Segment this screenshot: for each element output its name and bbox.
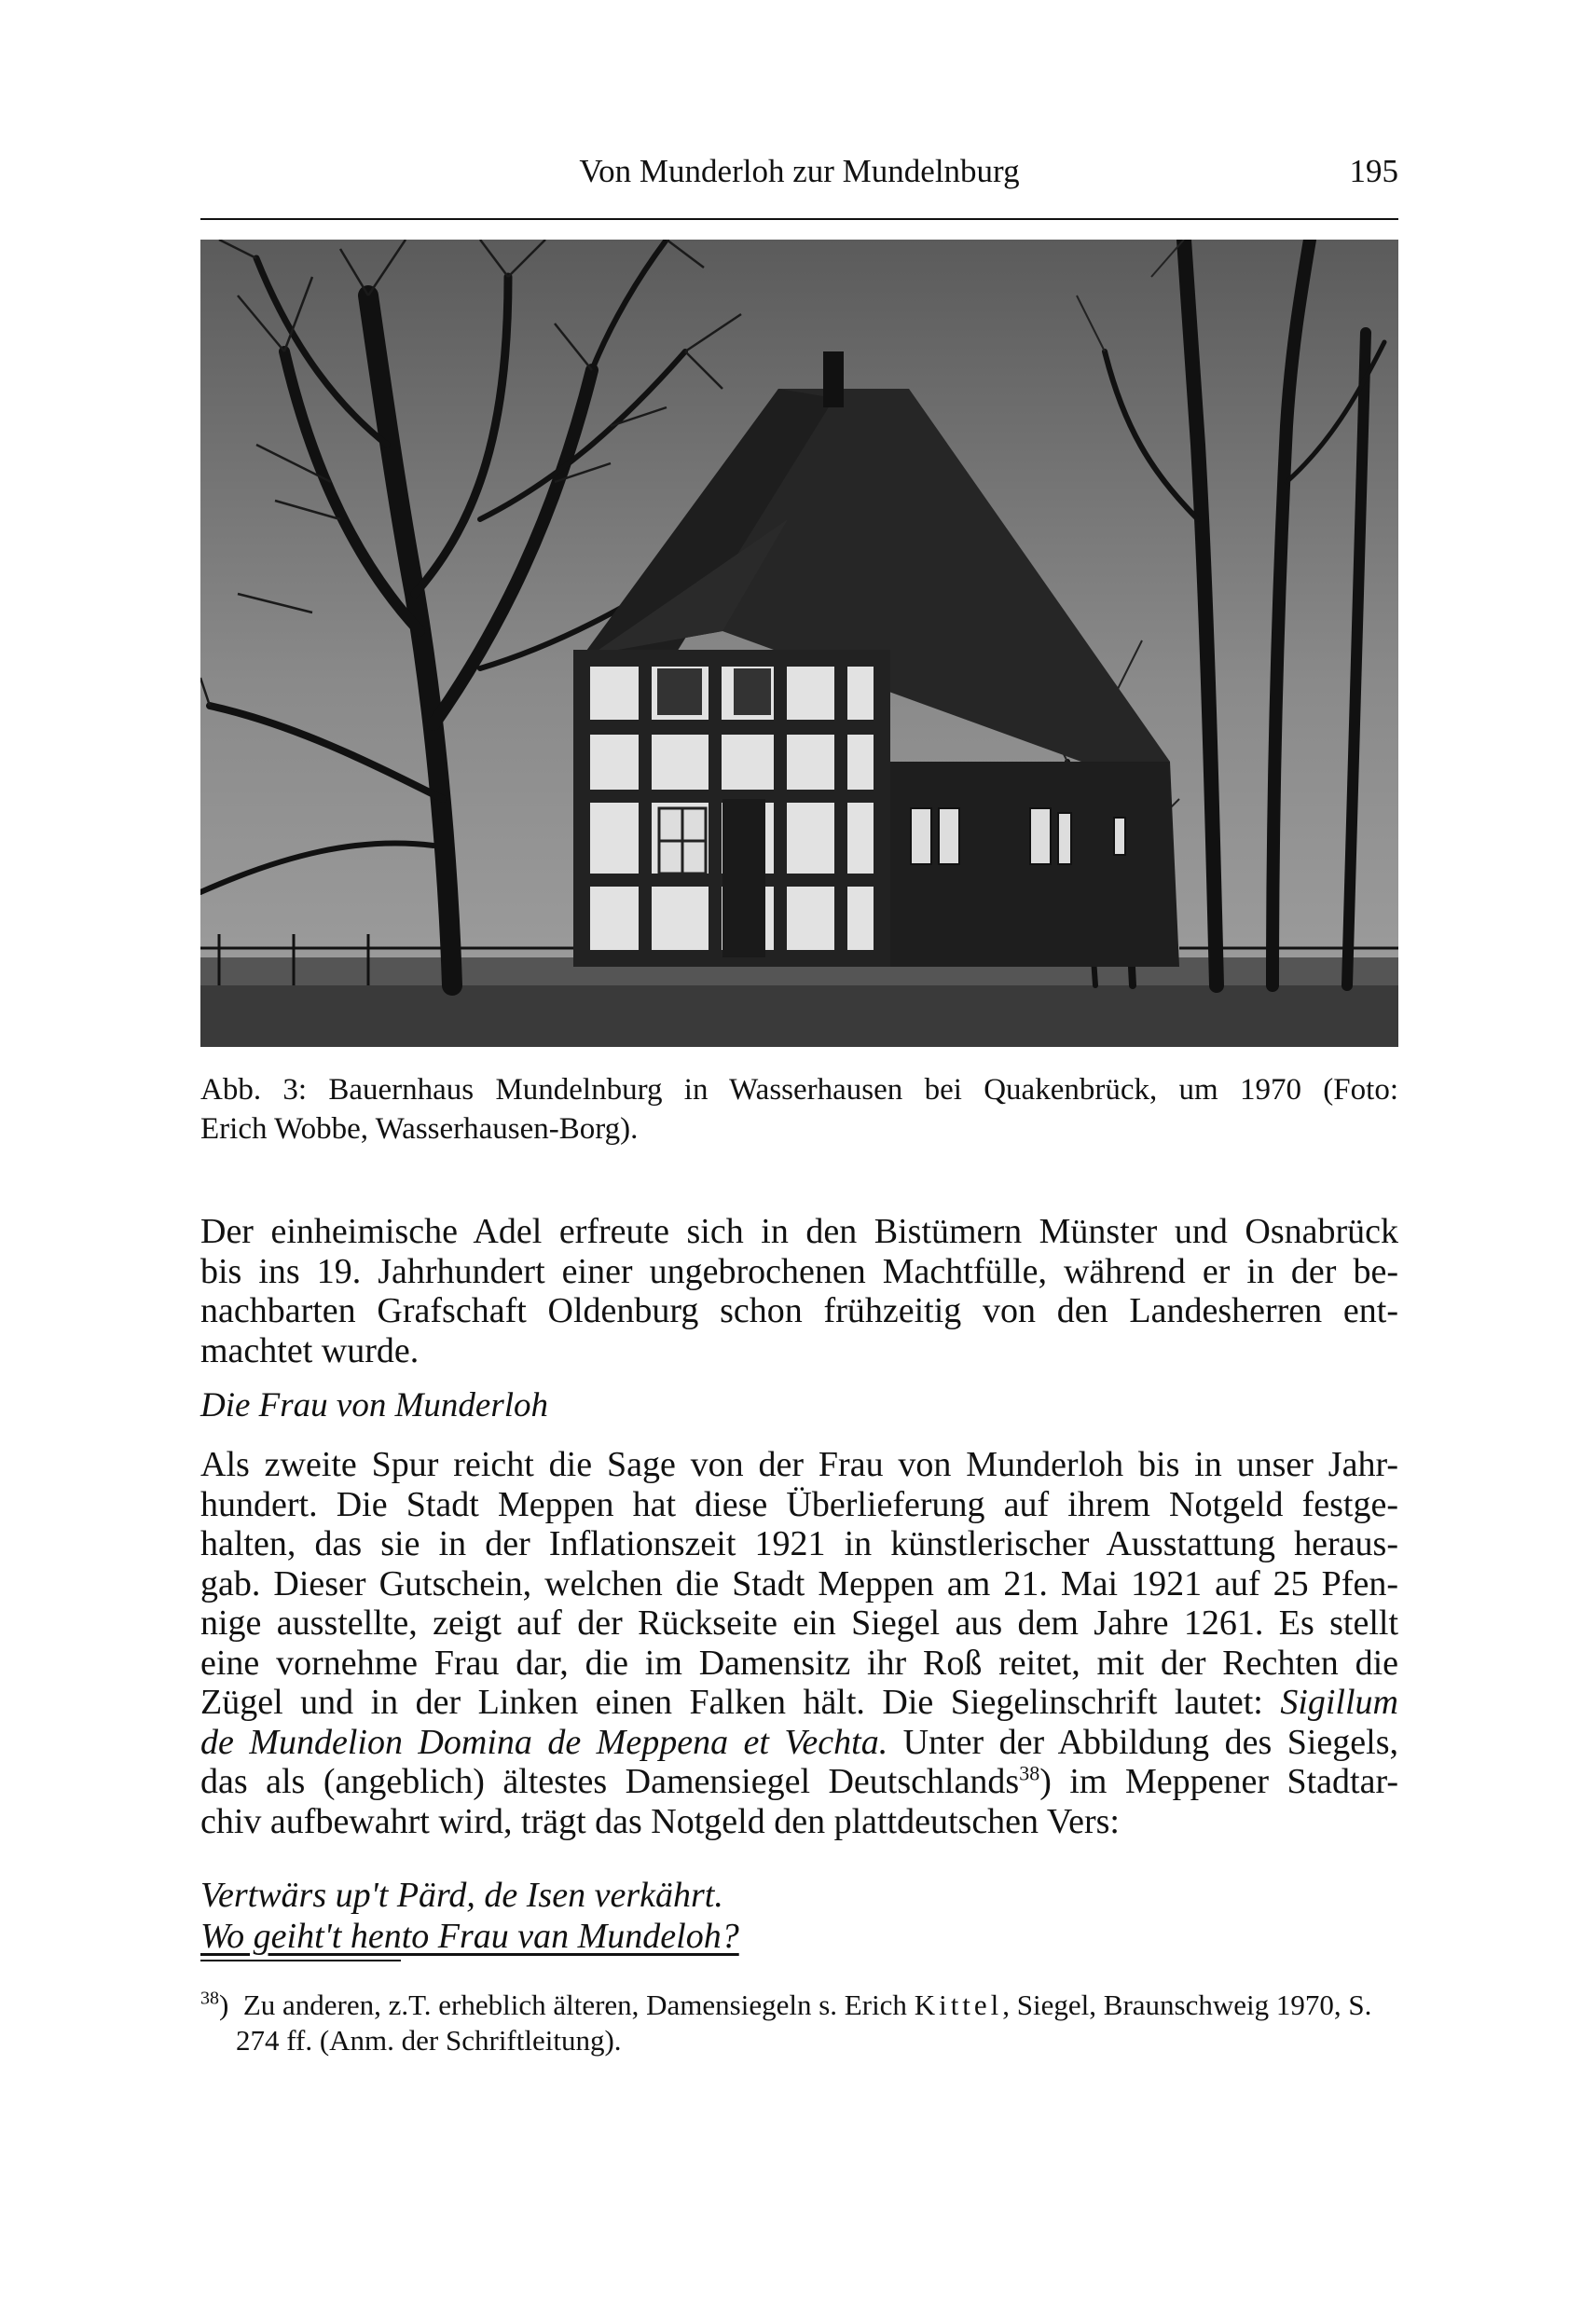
header-rule (200, 218, 1398, 220)
dialect-verse (200, 1875, 1398, 1957)
text-line: Als zweite Spur reicht die Sage von der Frau von Munderloh bis in unser Jahr- (200, 1445, 1398, 1484)
text-line: halten, das sie in der Inflationszeit 1921 in künstlerischer Ausstattung heraus- (200, 1524, 1398, 1563)
page-number: 195 (1349, 153, 1398, 189)
footnote-line (200, 1989, 1371, 2021)
footnote-author: Kittel (914, 1989, 1003, 2022)
text-line: eine vornehme Frau dar, die im Damensitz ihr Roß reitet, mit der Rechten die (200, 1643, 1398, 1683)
text-line: hundert. Die Stadt Meppen hat diese Überlieferung auf ihrem Notgeld festge- (200, 1484, 1398, 1524)
text-segment: Zügel und in der Linken einen Falken hält. Die Siegelinschrift lautet: (200, 1683, 1281, 1722)
caption-line: Abb. 3: Bauernhaus Mundelnburg in Wasserhausen bei Quakenbrück, um 1970 (Foto: (200, 1073, 1398, 1107)
verse-line: Vertwärs up't Pärd, de Isen verkährt. (200, 1876, 723, 1915)
running-title: Von Munderloh zur Mundelnburg (579, 153, 1020, 189)
text-line (200, 1723, 1398, 1763)
paragraph-legend (200, 1445, 1398, 1841)
text-line: machtet wurde. (200, 1330, 420, 1370)
footnote-rule (200, 1960, 401, 1961)
caption-line: Erich Wobbe, Wasserhausen-Borg). (200, 1112, 639, 1146)
footnote-text: Zu anderen, z.T. erheblich älteren, Damensiegeln s. Erich (242, 1989, 915, 2022)
section-heading: Die Frau von Munderloh (200, 1386, 549, 1424)
text-line: gab. Dieser Gutschein, welchen die Stadt Meppen am 21. Mai 1921 auf 25 Pfen- (200, 1563, 1398, 1603)
text-line: chiv aufbewahrt wird, trägt das Notgeld den plattdeutschen Vers: (200, 1801, 1120, 1841)
footnote-reference[interactable]: 38 (1019, 1761, 1040, 1785)
text-segment: ) im Meppener Stadtar- (1039, 1762, 1399, 1801)
figure-caption (200, 1070, 1398, 1149)
text-line: nige ausstellte, zeigt auf der Rückseite ein Siegel aus dem Jahre 1261. Es stellt (200, 1603, 1398, 1643)
text-line (200, 1683, 1398, 1723)
verse-line: Wo geiht't hento Frau van Mundeloh? (200, 1917, 739, 1956)
text-segment: Unter der Abbildung des Siegels, (887, 1722, 1398, 1762)
text-line (200, 1762, 1398, 1802)
seal-inscription: de Mundelion Domina de Meppena et Vechta. (200, 1722, 888, 1762)
text-segment: das als (angeblich) ältestes Damensiegel Deutschlands (200, 1762, 1020, 1801)
footnote-text: , Siegel, Braunschweig 1970, S. (1002, 1989, 1372, 2022)
paragraph-nobility (200, 1212, 1398, 1370)
footnote-mark: 38 (200, 1989, 219, 2009)
footnote-line: 274 ff. (Anm. der Schriftleitung). (236, 2024, 622, 2057)
text-line: bis ins 19. Jahrhundert einer ungebrochenen Machtfülle, während er in der be- (200, 1251, 1398, 1291)
footnote (200, 1981, 1398, 2058)
farmhouse-photo (200, 240, 1398, 1047)
running-header (200, 147, 1398, 188)
text-line: nachbarten Grafschaft Oldenburg schon frühzeitig von den Landesherren ent- (200, 1291, 1398, 1330)
footnote-mark-close: ) (219, 1989, 229, 2022)
text-line: Der einheimische Adel erfreute sich in den Bistümern Münster und Osnabrück (200, 1212, 1398, 1251)
farmhouse-photo-drawing (200, 240, 1398, 1047)
seal-inscription: Sigillum (1280, 1683, 1398, 1722)
